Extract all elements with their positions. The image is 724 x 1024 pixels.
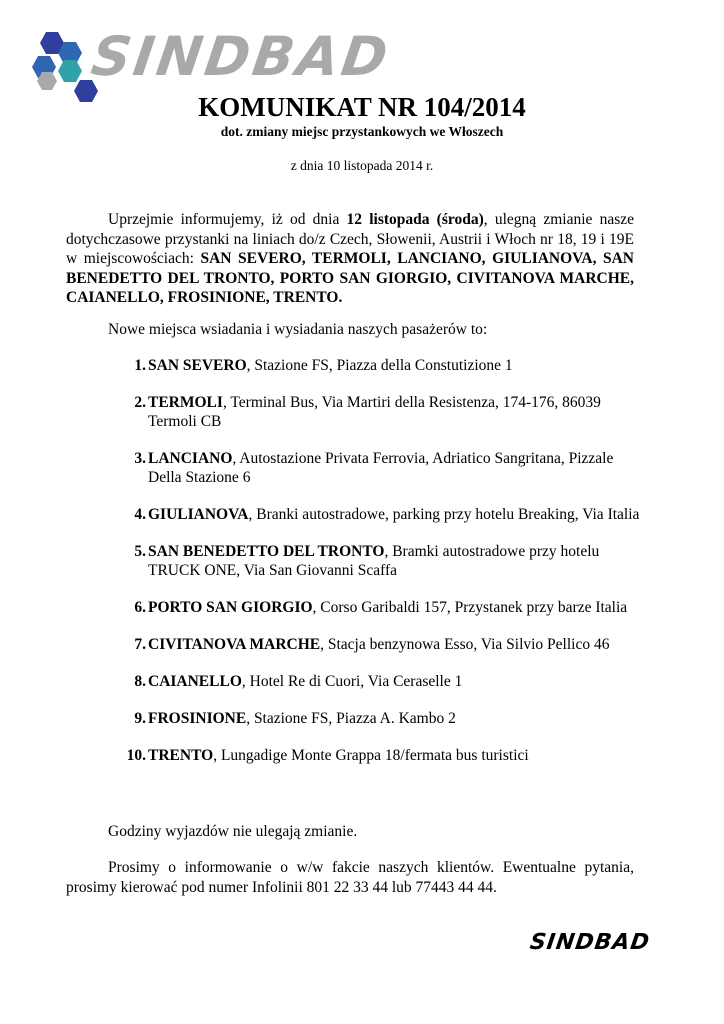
closing-text: Prosimy o informowanie o w/w fakcie naszych klientów. Ewentualne pytania, prosimy kierować pod numer Infolinii 801 22 33 44 lub 77443 44 44. [66,859,634,896]
list-item-city: GIULIANOVA [148,506,249,523]
list-item [122,449,642,487]
list-item-number: 7. [134,636,146,653]
list-item [122,542,642,580]
hexagon-teal-mid [58,60,82,82]
list-item-city: LANCIANO [148,450,233,467]
logo-wordmark: SINDBAD [87,25,395,88]
list-item-number: 4. [134,506,146,523]
list-item-desc: , Lungadige Monte Grappa 18/fermata bus turistici [213,747,529,764]
list-item [122,393,642,431]
list-item-city: SAN SEVERO [148,357,247,374]
list-item-desc: , Hotel Re di Cuori, Via Ceraselle 1 [241,673,463,690]
list-item-desc: , Corso Garibaldi 157, Przystanek przy barze Italia [312,599,628,616]
list-item-number: 3. [134,450,146,467]
list-item [122,505,642,524]
list-item [122,356,642,375]
list-item-number: 10. [126,747,146,764]
document-date: z dnia 10 listopada 2014 r. [290,158,434,173]
list-item [122,746,642,765]
list-item-city: CIVITANOVA MARCHE [148,636,321,653]
intro-paragraph [66,210,634,308]
list-item-desc: , Stazione FS, Piazza della Constutizione 1 [246,357,513,374]
intro-text-2: , ulegną zmianie nasze dotychczasowe przystanki na liniach do/z Czech, Słowenii, Austrii i Włoch nr 18, 19 i 19E w miejscowościach: [66,211,634,267]
list-item-desc: , Terminal Bus, Via Martiri della Resistenza, 174-176, 86039 Termoli CB [148,394,601,430]
intro-date: 12 listopada (środa) [346,211,484,228]
list-item [122,672,642,691]
signature-wordmark: SINDBAD [528,930,652,955]
page-subtitle: dot. zmiany miejsc przystankowych we Włoszech [220,124,504,139]
intro-text-1: Uprzejmie informujemy, iż od dnia [108,211,347,228]
schedule-note: Godziny wyjazdów nie ulegają zmianie. [108,823,358,840]
list-item-desc: , Autostazione Privata Ferrovia, Adriatico Sangritana, Pizzale Della Stazione 6 [148,450,614,486]
list-item-city: TRENTO [148,747,214,764]
list-item-desc: , Branki autostradowe, parking przy hotelu Breaking, Via Italia [248,506,640,523]
list-item-city: FROSINIONE [148,710,247,727]
list-item-city: TERMOLI [148,394,223,411]
closing-paragraph [66,858,634,897]
intro-cities: SAN SEVERO, TERMOLI, LANCIANO, GIULIANOVA, SAN BENEDETTO DEL TRONTO, PORTO SAN GIORGIO, CIVITANOVA MARCHE, CAIANELLO, FROSINIONE, TRENTO. [66,250,634,306]
list-item-number: 1. [134,357,146,374]
list-item-desc: , Bramki autostradowe przy hotelu TRUCK ONE, Via San Giovanni Scaffa [148,543,600,579]
list-item-number: 9. [134,710,146,727]
list-item-number: 6. [134,599,146,616]
page-title: KOMUNIKAT NR 104/2014 [198,92,526,122]
list-item [122,709,642,728]
list-item-desc: , Stazione FS, Piazza A. Kambo 2 [246,710,456,727]
list-item-city: CAIANELLO [148,673,242,690]
list-intro: Nowe miejsca wsiadania i wysiadania naszych pasażerów to: [108,321,488,338]
signature-logo [530,930,650,955]
list-item-number: 8. [134,673,146,690]
list-item-desc: , Stacja benzynowa Esso, Via Silvio Pellico 46 [320,636,610,653]
list-item-city: PORTO SAN GIORGIO [148,599,313,616]
list-item [122,635,642,654]
list-item-number: 2. [134,394,146,411]
list-item-number: 5. [134,543,146,560]
list-item [122,598,642,617]
list-item-city: SAN BENEDETTO DEL TRONTO [148,543,385,560]
